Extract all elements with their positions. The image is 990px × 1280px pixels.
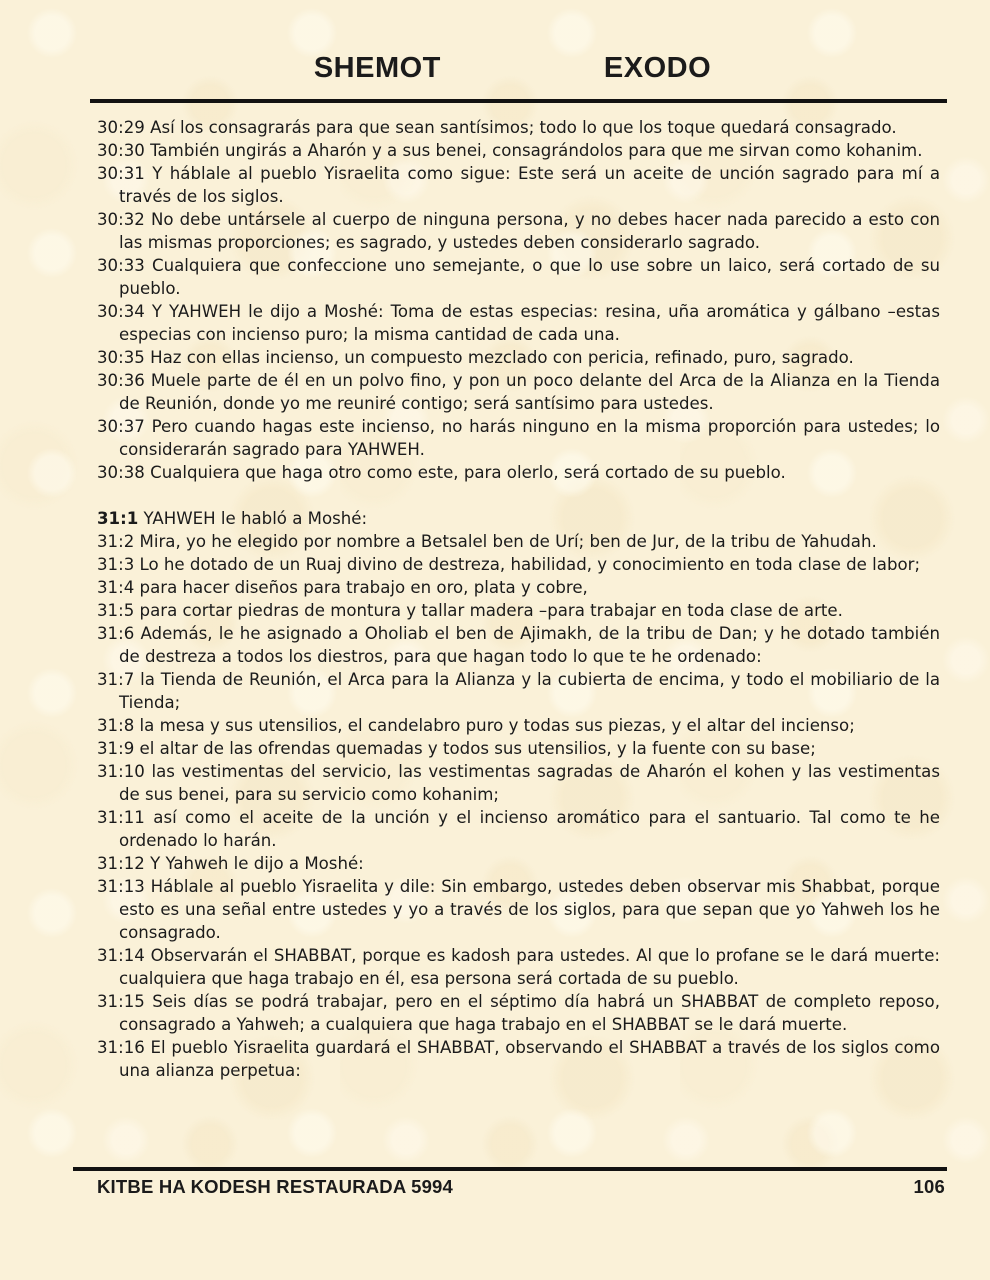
verse-30-33: 30:33 Cualquiera que confeccione uno semejante, o que lo use sobre un laico, será cortado de su pueblo. <box>97 256 940 298</box>
verse-30-38: 30:38 Cualquiera que haga otro como este, para olerlo, será cortado de su pueblo. <box>97 463 786 482</box>
verse-number: 31:11 <box>97 808 145 827</box>
verse-number: 31:7 <box>97 670 135 689</box>
verse-31-8: 31:8 la mesa y sus utensilios, el candelabro puro y todas sus piezas, y el altar del incienso; <box>97 716 855 735</box>
verse-number: 31:4 <box>97 578 135 597</box>
verse-number: 31:13 <box>97 877 145 896</box>
verse-31-7: 31:7 la Tienda de Reunión, el Arca para la Alianza y la cubierta de encima, y todo el mobiliario de la Tienda; <box>97 670 940 712</box>
footer-page-number: 106 <box>913 1176 945 1197</box>
verse-number: 31:14 <box>97 946 145 965</box>
verse-number: 31:15 <box>97 992 145 1011</box>
verse-number: 30:30 <box>97 141 145 160</box>
verse-30-37: 30:37 Pero cuando hagas este incienso, no harás ninguno en la misma proporción para ustedes; lo considerarán sagrado para YAHWEH. <box>97 417 940 459</box>
verse-number: 31:8 <box>97 716 135 735</box>
verse-number: 30:34 <box>97 302 145 321</box>
verse-31-14: 31:14 Observarán el SHABBAT, porque es kadosh para ustedes. Al que lo profane se le dará muerte: cualquiera que haga trabajo en él, esa persona será cortada de su pueblo. <box>97 946 940 988</box>
verse-number: 30:38 <box>97 463 145 482</box>
verse-30-35: 30:35 Haz con ellas incienso, un compuesto mezclado con pericia, refinado, puro, sagrado. <box>97 348 854 367</box>
page-header <box>0 52 990 85</box>
verse-number: 31:3 <box>97 555 135 574</box>
verse-31-6: 31:6 Además, le he asignado a Oholiab el ben de Ajimakh, de la tribu de Dan; y he dotado también de destreza a todos los diestros, para que hagan todo lo que te he ordenado: <box>97 624 940 666</box>
verse-31-16: 31:16 El pueblo Yisraelita guardará el SHABBAT, observando el SHABBAT a través de los siglos como una alianza perpetua: <box>97 1038 940 1080</box>
verse-number: 31:2 <box>97 532 135 551</box>
header-title-shemot: SHEMOT <box>313 52 441 84</box>
verse-31-5: 31:5 para cortar piedras de montura y tallar madera –para trabajar en toda clase de arte. <box>97 601 843 620</box>
verse-number: 30:33 <box>97 256 145 275</box>
verse-30-34: 30:34 Y YAHWEH le dijo a Moshé: Toma de estas especias: resina, uña aromática y gálbano –estas especias con incienso puro; la misma cantidad de cada una. <box>97 302 940 344</box>
verse-number: 31:9 <box>97 739 135 758</box>
verse-31-4: 31:4 para hacer diseños para trabajo en oro, plata y cobre, <box>97 578 588 597</box>
verse-31-12: 31:12 Y Yahweh le dijo a Moshé: <box>97 854 364 873</box>
footer-edition-label: KITBE HA KODESH RESTAURADA 5994 <box>97 1176 454 1197</box>
verse-30-32: 30:32 No debe untársele al cuerpo de ninguna persona, y no debes hacer nada parecido a esto con las mismas proporciones; es sagrado, y ustedes deben considerarlo sagrado. <box>97 210 940 252</box>
verse-number: 30:32 <box>97 210 145 229</box>
verse-30-29: 30:29 Así los consagrarás para que sean santísimos; todo lo que los toque quedará consagrado. <box>97 118 897 137</box>
verse-number: 31:6 <box>97 624 135 643</box>
page-footer <box>97 1176 945 1198</box>
verse-31-2: 31:2 Mira, yo he elegido por nombre a Betsalel ben de Urí; ben de Jur, de la tribu de Yahudah. <box>97 532 877 551</box>
verse-31-3: 31:3 Lo he dotado de un Ruaj divino de destreza, habilidad, y conocimiento en toda clase de labor; <box>97 555 921 574</box>
verse-number: 31:5 <box>97 601 135 620</box>
verse-number: 31:16 <box>97 1038 145 1057</box>
verse-number: 30:35 <box>97 348 145 367</box>
verse-number: 31:12 <box>97 854 145 873</box>
verse-number: 31:1 <box>97 509 139 528</box>
verse-number: 30:31 <box>97 164 145 183</box>
verse-30-31: 30:31 Y háblale al pueblo Yisraelita como sigue: Este será un aceite de unción sagrado para mí a través de los siglos. <box>97 164 940 206</box>
verse-list <box>97 116 940 1082</box>
verse-number: 30:37 <box>97 417 145 436</box>
verse-number: 30:29 <box>97 118 145 137</box>
verse-31-13: 31:13 Háblale al pueblo Yisraelita y dile: Sin embargo, ustedes deben observar mis Shabbat, porque esto es una señal entre ustedes y yo a través de los siglos, para que sepan que yo Yahweh los he consagrado. <box>97 877 940 942</box>
verse-31-9: 31:9 el altar de las ofrendas quemadas y todos sus utensilios, y la fuente con su base; <box>97 739 816 758</box>
verse-30-30: 30:30 También ungirás a Aharón y a sus benei, consagrándolos para que me sirvan como kohanim. <box>97 141 923 160</box>
verse-number: 31:10 <box>97 762 145 781</box>
verse-31-10: 31:10 las vestimentas del servicio, las vestimentas sagradas de Aharón el kohen y las vestimentas de sus benei, para su servicio como kohanim; <box>97 762 940 804</box>
header-divider <box>90 99 947 103</box>
header-title-exodo: EXODO <box>603 52 712 84</box>
footer-divider <box>73 1167 947 1171</box>
verse-31-1: 31:1 YAHWEH le habló a Moshé: <box>97 509 368 528</box>
verse-31-15: 31:15 Seis días se podrá trabajar, pero en el séptimo día habrá un SHABBAT de completo reposo, consagrado a Yahweh; a cualquiera que haga trabajo en el SHABBAT se le dará muerte. <box>97 992 940 1034</box>
verse-number: 30:36 <box>97 371 145 390</box>
verse-30-36: 30:36 Muele parte de él en un polvo fino, y pon un poco delante del Arca de la Alianza en la Tienda de Reunión, donde yo me reuniré contigo; será santísimo para ustedes. <box>97 371 940 413</box>
verse-31-11: 31:11 así como el aceite de la unción y el incienso aromático para el santuario. Tal como te he ordenado lo harán. <box>97 808 940 850</box>
